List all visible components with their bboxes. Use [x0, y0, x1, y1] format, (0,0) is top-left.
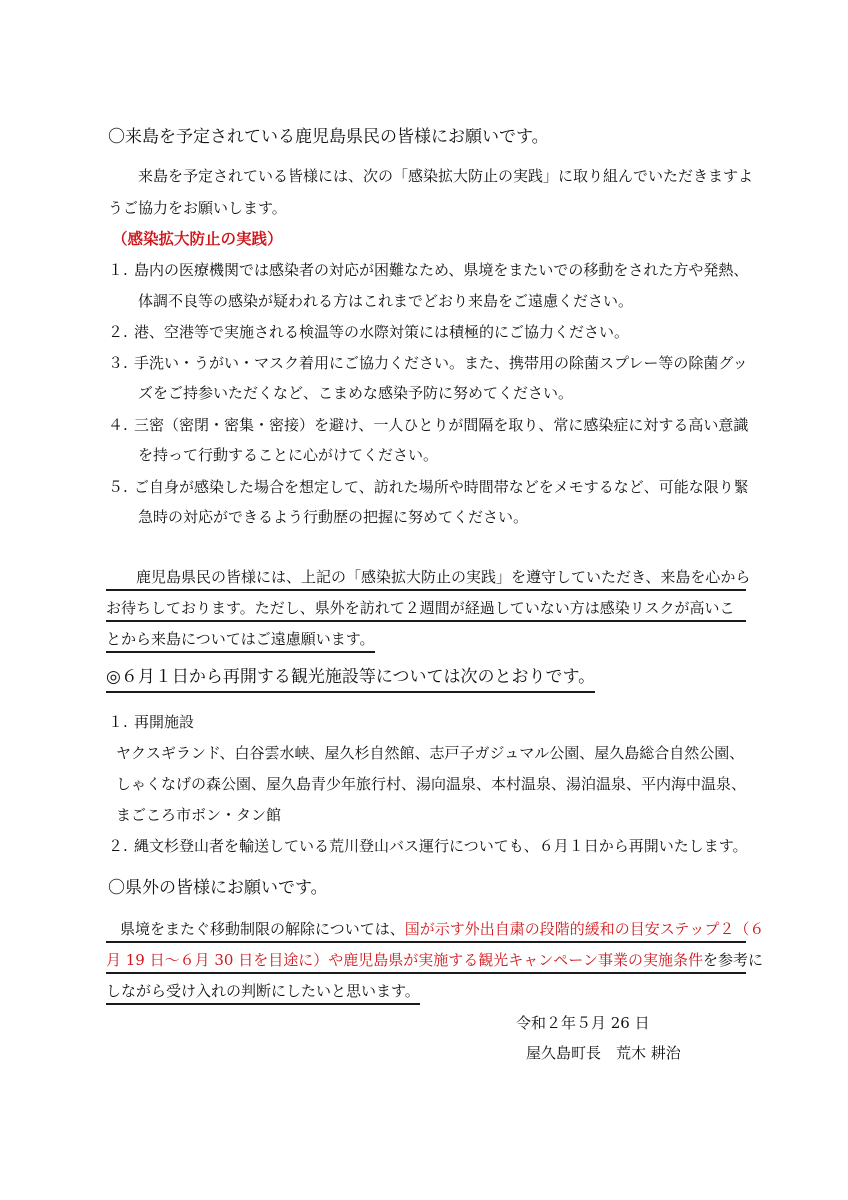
section3-line1	[106, 920, 765, 943]
section2-heading: ◎６月１日から再開する観光施設等については次のとおりです。	[106, 668, 595, 693]
practice-item-5	[108, 479, 749, 496]
section3-heading: 〇県外の皆様にお願いです。	[108, 878, 328, 898]
section3-line2-black: を参考に	[702, 951, 763, 969]
practice-title: （感染拡大防止の実践）	[112, 230, 283, 248]
reopen-item-2-text: 縄文杉登山者を輸送している荒川登山バス運行についても、６月１日から再開いたします。	[134, 837, 748, 855]
section3-line1-red: 国が示す外出自粛の段階的緩和の目安ステップ２（６	[404, 920, 765, 938]
practice-item-3	[108, 355, 748, 372]
reopen-item-1	[108, 714, 194, 731]
practice-item-3-number: ３.	[108, 354, 128, 372]
reopen-item-2-number: ２.	[108, 837, 128, 855]
reopen-item-2	[108, 838, 748, 855]
practice-item-4	[108, 417, 748, 434]
practice-item-3-line2: ズをご持参いただくなど、こまめな感染予防に努めてください。	[138, 384, 574, 402]
request-line3: とから来島についてはご遠慮願います。	[106, 631, 375, 653]
section1-intro-line1: 来島を予定されている皆様には、次の「感染拡大防止の実践」に取り組んでいただきますよ	[138, 167, 754, 185]
practice-item-1	[108, 262, 748, 279]
facilities-line1: ヤクスギランド、白谷雲水峡、屋久杉自然館、志戸子ガジュマル公園、屋久島総合自然公園、	[116, 744, 745, 762]
practice-item-5-number: ５.	[108, 478, 128, 496]
facilities-line3: まごころ市ボン・タン館	[116, 806, 282, 824]
section3-line1-black: 県境をまたぐ移動制限の解除については、	[120, 920, 405, 938]
facilities-line2: しゃくなげの森公園、屋久島青少年旅行村、湯向温泉、本村温泉、湯泊温泉、平内海中温泉、	[116, 775, 747, 793]
practice-item-2-line1: 港、空港等で実施される検温等の水際対策には積極的にご協力ください。	[134, 323, 630, 341]
document-date: 令和２年５月 26 日	[516, 1014, 650, 1032]
practice-item-2-number: ２.	[108, 323, 128, 341]
section3-line3: しながら受け入れの判断にしたいと思います。	[106, 983, 420, 1005]
section3-line2-red: 月 19 日～６月 30 日を目途に）や鹿児島県が実施する観光キャンペーン事業の実施条件	[106, 951, 703, 969]
practice-item-4-number: ４.	[108, 416, 128, 434]
reopen-item-1-title: 再開施設	[134, 713, 195, 731]
practice-item-1-number: １.	[108, 261, 128, 279]
practice-item-2	[108, 324, 629, 341]
practice-item-4-line2: を持って行動することに心がけてください。	[138, 446, 439, 464]
reopen-item-1-number: １.	[108, 713, 128, 731]
section1-heading: 〇来島を予定されている鹿児島県民の皆様にお願いです。	[108, 127, 549, 147]
practice-item-5-line2: 急時の対応ができるよう行動歴の把握に努めてください。	[138, 508, 529, 526]
practice-item-3-line1: 手洗い・うがい・マスク着用にご協力ください。また、携帯用の除菌スプレー等の除菌グッ	[134, 354, 748, 372]
signature: 屋久島町長 荒木 耕治	[526, 1044, 681, 1062]
practice-item-5-line1: ご自身が感染した場合を想定して、訪れた場所や時間帯などをメモするなど、可能な限り緊	[134, 478, 749, 496]
practice-item-1-line1: 島内の医療機関では感染者の対応が困難なため、県境をまたいでの移動をされた方や発熱、	[134, 261, 749, 279]
section3-line2	[106, 951, 763, 974]
section1-intro-line2: うご協力をお願いします。	[108, 199, 287, 217]
practice-item-1-line2: 体調不良等の感染が疑われる方はこれまでどおり来島をご遠慮ください。	[138, 292, 634, 310]
request-line2: お待ちしております。ただし、県外を訪れて２週間が経過していない方は感染リスクが高いこ	[106, 600, 746, 622]
practice-item-4-line1: 三密（密閉・密集・密接）を避け、一人ひとりが間隔を取り、常に感染症に対する高い意識	[134, 416, 749, 434]
request-line1: 鹿児島県民の皆様には、上記の「感染拡大防止の実践」を遵守していただき、来島を心から	[106, 569, 746, 591]
